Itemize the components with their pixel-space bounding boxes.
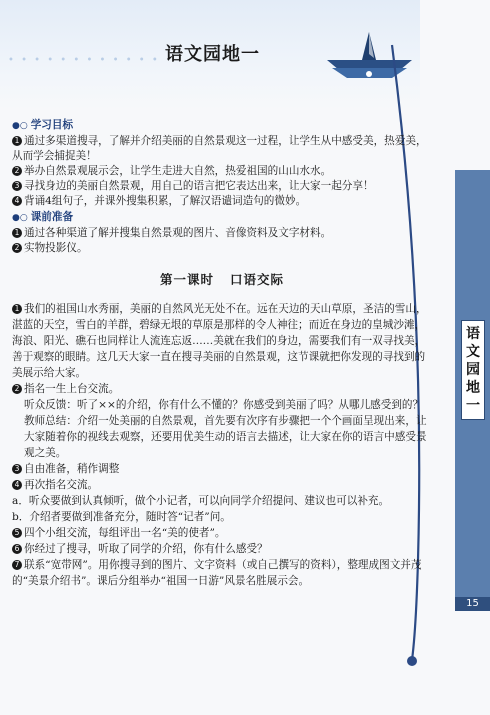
body-paragraph: 2 指名一生上台交流。 [12, 381, 432, 397]
body-paragraph: b．介绍者要做到准备充分，随时答“记者”问。 [12, 511, 231, 523]
body-paragraph: a．听众要做到认真倾听，做个小记者，可以向同学介绍提问、建议也可以补充。 [12, 495, 390, 507]
body-paragraph: 6 你经过了搜寻，听取了同学的介绍，你有什么感受？ [12, 541, 432, 557]
goals-heading: ●○ 学习目标 [12, 119, 74, 131]
body-paragraph: 7 联系“宽带网”。用你搜寻到的图片、文字资料（或自己撰写的资料），整理成图文并茂的“美景介绍书”。课后分组举办“祖国一日游”风景名胜展示会。 [12, 559, 422, 587]
body-paragraph: 1 我们的祖国山水秀丽，美丽的自然风光无处不在。远在天边的天山草原，圣洁的雪山，湛蓝的天空，雪白的羊群，碧绿无垠的草原是那样的令人神往；而近在身边的皇城沙滩，海浪、阳光、礁石也同样让人流连忘返……美就在我们的身边，需要我们有一双寻找美，善于观察的眼睛。这几天大家一直在搜寻美丽的自然景观，这节课就把你发现的寻找到的美展示给大家。 [12, 303, 427, 379]
body-paragraph: 3 自由准备，稍作调整 [12, 461, 432, 477]
body-paragraph: 听众反馈：听了××的介绍，你有什么不懂的？你感受到美丽了吗？从哪儿感受到的？ [24, 399, 424, 411]
chapter-side-label: 语文园地一 [461, 320, 485, 420]
body-paragraph: 5 四个小组交流，每组评出一名“美的使者”。 [12, 525, 432, 541]
prep-heading: ●○ 课前准备 [12, 211, 74, 223]
compass-emblem-icon [322, 30, 417, 85]
goal-item: 1 通过多渠道搜寻，了解并介绍美丽的自然景观这一过程，让学生从中感受美，热爱美，从而学会捕捉美！ [12, 135, 427, 162]
page-content [12, 117, 432, 589]
goal-item: 4 背诵4组句子，并课外搜集积累，了解汉语谴词造句的微妙。 [12, 194, 432, 209]
lesson-title: 第一课时 口语交际 [159, 272, 285, 287]
page-number: 15 [455, 597, 490, 611]
prep-item: 2 实物投影仪。 [12, 241, 432, 256]
lesson-body [12, 301, 432, 589]
body-paragraph: 教师总结：介绍一处美丽的自然景观，首先要有次序有步骤把一个个画面呈现出来，让大家随着你的视线去观察，还要用优美生动的语言去描述，让大家在你的语言中感受景观之美。 [24, 415, 427, 459]
decorative-dots: • • • • • • • • • • • • [8, 55, 160, 66]
section-bullet-icon: ●○ [12, 121, 28, 131]
prep-item: 1 通过各种渠道了解并搜集自然景观的图片、音像资料及文字材料。 [12, 226, 432, 241]
goal-item: 2 举办自然景观展示会，让学生走进大自然，热爱祖国的山山水水。 [12, 164, 432, 179]
body-paragraph: 4 再次指名交流。 [12, 477, 432, 493]
page-title: 语文园地一 [165, 44, 260, 65]
goal-item: 3 寻找身边的美丽自然景观，用自己的语言把它表达出来，让大家一起分享！ [12, 179, 432, 194]
section-bullet-icon: ●○ [12, 213, 28, 223]
